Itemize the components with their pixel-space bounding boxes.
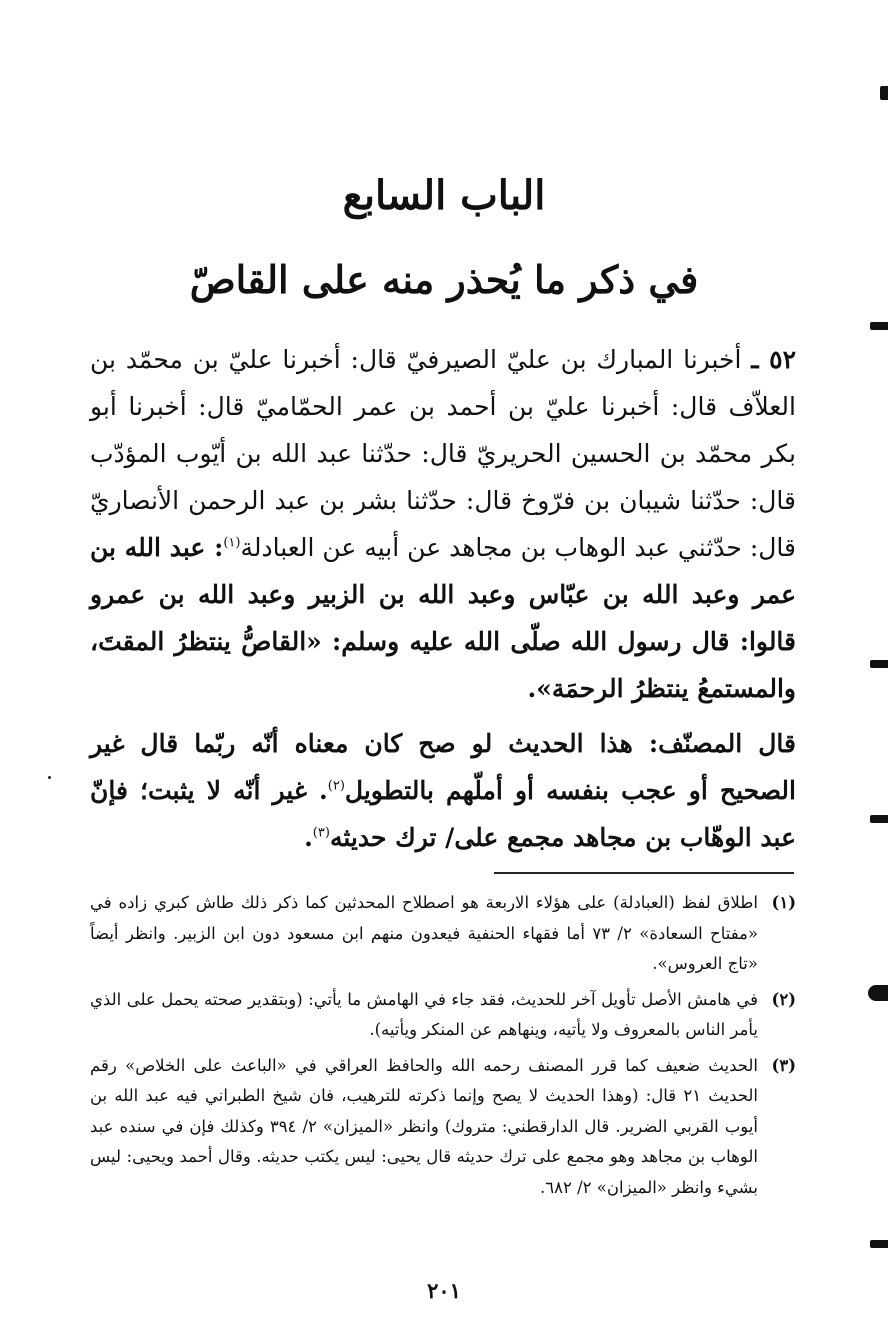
footnote-marker: (١) [771,893,796,912]
footnote-text: في هامش الأصل تأويل آخر للحديث، فقد جاء في الهامش ما يأتي: (وبتقدير صحته يحمل على الذي يأمر الناس بالمعروف ولا يأتيه، وينهاهم عن المنكر ويأتيه). [90,989,758,1039]
author-comment-end: . [304,823,313,852]
scan-edge-mark [880,86,888,100]
author-comment-paragraph [90,720,796,861]
footnote-2 [90,985,796,1046]
footnote-marker: (٣) [771,1055,796,1075]
chapter-title: الباب السابع [342,172,546,219]
footnote-divider [494,872,794,874]
scan-edge-mark [870,815,888,823]
footnote-ref-2[interactable]: (٢) [327,778,345,794]
footnote-ref-1[interactable]: (١) [223,535,241,551]
hadith-isnad-part-1: أخبرنا المبارك بن عليّ الصيرفيّ قال: أخبرنا عليّ بن محمّد بن العلاّف قال: أخبرنا عليّ بن أحمد بن عمر الحمّاميّ قال: أخبرنا أبو بكر محمّد بن الحسين الحريريّ قال: حدّثنا عبد الله بن أيّوب المؤدّب قال: حدّثنا شيبان بن فرّوخ قال: حدّثنا بشر بن عبد الرحمن الأنصاريّ قال: حدّثني عبد الوهاب بن مجاهد عن أبيه عن العبادلة [90,345,797,562]
footnote-marker: (٢) [771,989,796,1009]
main-text [90,336,796,861]
hadith-isnad-part-2: : عبد الله بن عمر وعبد الله بن عبّاس وعبد الله بن الزبير وعبد الله بن عمرو قالوا: قال رسول الله صلّى الله عليه وسلم: «القاصُّ ينتظرُ المقتَ، والمستمعُ ينتظرُ الرحمَة». [90,533,796,703]
footnote-1 [90,888,796,980]
footnotes [90,888,796,1208]
scan-speck [48,776,51,779]
chapter-subtitle: في ذكر ما يُحذر منه على القاصّ [189,257,699,302]
scan-edge-mark [868,985,888,1001]
hadith-paragraph [90,336,796,712]
footnote-text: اطلاق لفظ (العبادلة) على هؤلاء الاربعة هو اصطلاح المحدثين كما ذكر ذلك طاش كبري زاده في «مفتاح السعادة» ٢/ ٧٣ أما فقهاء الحنفية فيعدون منهم ابن مسعود دون ابن الزبير. وانظر أيضاً «تاج العروس». [90,893,758,973]
footnote-ref-3[interactable]: (٣) [312,825,330,841]
hadith-number: ٥٢ ـ [751,345,797,374]
author-comment-label: قال المصنّف: [648,729,796,758]
footnote-3 [90,1051,796,1204]
author-comment-part-2: . غير أنّه لا يثبت؛ فإنّ عبد الوهّاب بن مجاهد مجمع على/ ترك حديثه [90,776,796,852]
scan-edge-mark [870,660,888,668]
scan-edge-mark [870,1240,888,1248]
footnote-text: الحديث ضعيف كما قرر المصنف رحمه الله والحافظ العراقي في «الباعث على الخلاص» رقم الحديث ٢١ قال: (وهذا الحديث لا يصح وإنما ذكرته للترهيب، فان شيخ الطبراني فيه عبد الله بن أيوب القربي الضرير. قال الدارقطني: متروك) وانظر «الميزان» ٢/ ٣٩٤ وكذلك فإن في سنده عبد الوهاب بن مجاهد وهو مجمع على ترك حديثه قال يحيى: ليس يكتب حديثه. وقال أحمد ويحيى: ليس بشيء وانظر «الميزان» ٢/ ٦٨٢. [90,1055,758,1197]
author-comment-part-1: هذا الحديث لو صح كان معناه أنّه ربّما قال غير الصحيح أو عجب بنفسه أو أملّهم بالتطويل [90,729,796,805]
scan-edge-mark [870,322,888,330]
page-number: ٢٠١ [427,1278,461,1303]
